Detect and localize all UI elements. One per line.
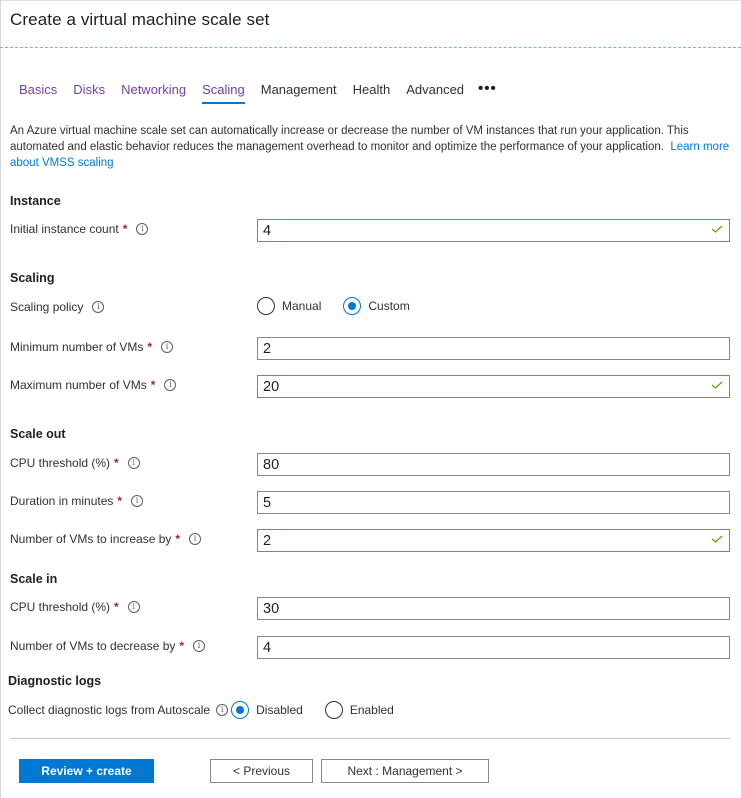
tab-disks[interactable]: Disks: [73, 82, 106, 97]
required-asterisk: *: [179, 639, 185, 653]
duration-minutes-label: [10, 494, 143, 508]
scaling-policy-radio-group: [257, 297, 432, 315]
scale-in-cpu-threshold-field[interactable]: [257, 597, 730, 620]
tab-bar: [19, 82, 497, 104]
tab-networking[interactable]: Networking: [121, 82, 187, 97]
maximum-vms-label: [10, 378, 176, 392]
initial-instance-count-label: [10, 222, 148, 236]
maximum-vms-input[interactable]: [258, 376, 729, 397]
increase-vms-field[interactable]: [257, 529, 730, 552]
decrease-vms-field[interactable]: [257, 636, 730, 659]
label-text: CPU threshold (%): [10, 456, 111, 470]
label-text: Number of VMs to increase by: [10, 532, 172, 546]
title-divider: [0, 47, 741, 48]
tab-advanced[interactable]: Advanced: [406, 82, 465, 97]
required-asterisk: *: [122, 222, 128, 236]
radio-custom[interactable]: [343, 297, 361, 315]
scale-in-cpu-threshold-input[interactable]: [258, 598, 729, 619]
collect-diagnostic-logs-label: Collect diagnostic logs from Autoscale: [8, 703, 211, 717]
checkmark-icon: [711, 225, 723, 233]
minimum-vms-label: [10, 340, 173, 354]
increase-vms-input[interactable]: [258, 530, 729, 551]
scaling-policy-label: [10, 300, 104, 314]
required-asterisk: *: [150, 378, 156, 392]
footer-divider: [10, 738, 730, 739]
radio-custom-label[interactable]: Custom: [368, 299, 410, 313]
tab-management[interactable]: Management: [260, 82, 337, 97]
info-icon[interactable]: i: [216, 704, 228, 716]
label-text: CPU threshold (%): [10, 600, 111, 614]
radio-disabled[interactable]: [231, 701, 249, 719]
section-instance: Instance: [10, 194, 61, 208]
required-asterisk: *: [147, 340, 153, 354]
initial-instance-count-input[interactable]: [258, 220, 729, 241]
info-icon[interactable]: i: [189, 533, 201, 545]
decrease-vms-input[interactable]: [258, 637, 729, 658]
learn-more-link[interactable]: Learn more about VMSS scaling: [10, 141, 730, 169]
info-icon[interactable]: i: [92, 301, 104, 313]
info-icon[interactable]: i: [128, 457, 140, 469]
minimum-vms-input[interactable]: [258, 338, 729, 359]
radio-enabled[interactable]: [325, 701, 343, 719]
radio-enabled-label[interactable]: Enabled: [349, 703, 394, 717]
page-title: Create a virtual machine scale set: [10, 10, 270, 29]
tab-health[interactable]: Health: [352, 82, 391, 97]
window-top-edge: [0, 0, 741, 1]
duration-minutes-field[interactable]: [257, 491, 730, 514]
increase-vms-label: [10, 532, 201, 546]
intro-text: An Azure virtual machine scale set can automatically increase or decrease the number of VM instances that run your application. This automated and elastic behavior reduces the management overhead to monitor and optimize the performance of your application.: [10, 125, 689, 153]
scale-out-cpu-threshold-field[interactable]: [257, 453, 730, 476]
scale-in-cpu-threshold-label: [10, 600, 140, 614]
section-scaling: Scaling: [10, 271, 55, 285]
initial-instance-count-field[interactable]: [257, 219, 730, 242]
scale-out-cpu-threshold-input[interactable]: [258, 454, 729, 475]
radio-manual[interactable]: [257, 297, 275, 315]
maximum-vms-field[interactable]: [257, 375, 730, 398]
required-asterisk: *: [117, 494, 123, 508]
label-text: Maximum number of VMs: [10, 378, 147, 392]
info-icon[interactable]: i: [131, 495, 143, 507]
decrease-vms-label: [10, 639, 205, 653]
section-scale-in: Scale in: [10, 572, 58, 586]
info-icon[interactable]: i: [128, 601, 140, 613]
radio-manual-label[interactable]: Manual: [282, 299, 322, 313]
more-ellipsis-icon[interactable]: •••: [478, 80, 497, 97]
section-diagnostic-logs: Diagnostic logs: [8, 674, 102, 688]
diagnostic-logs-row: [8, 701, 416, 719]
info-icon[interactable]: i: [193, 640, 205, 652]
info-icon[interactable]: i: [136, 223, 148, 235]
required-asterisk: *: [175, 532, 181, 546]
info-icon[interactable]: i: [164, 379, 176, 391]
previous-button[interactable]: < Previous: [210, 759, 313, 783]
radio-disabled-label[interactable]: Disabled: [256, 703, 303, 717]
tab-scaling[interactable]: Scaling: [202, 82, 245, 104]
label-text: Number of VMs to decrease by: [10, 639, 176, 653]
required-asterisk: *: [114, 600, 119, 614]
label-text: Minimum number of VMs: [10, 340, 144, 354]
intro-description: [10, 123, 730, 171]
label-text: Initial instance count: [10, 222, 119, 236]
window-left-edge: [0, 0, 1, 798]
required-asterisk: *: [114, 456, 119, 470]
scale-out-cpu-threshold-label: [10, 456, 140, 470]
section-scale-out: Scale out: [10, 427, 66, 441]
checkmark-icon: [711, 381, 723, 389]
label-text: Duration in minutes: [10, 494, 114, 508]
checkmark-icon: [711, 535, 723, 543]
tab-basics[interactable]: Basics: [19, 82, 58, 97]
label-text: Scaling policy: [10, 300, 84, 314]
info-icon[interactable]: i: [161, 341, 173, 353]
review-create-button[interactable]: Review + create: [19, 759, 154, 783]
next-management-button[interactable]: Next : Management >: [321, 759, 489, 783]
duration-minutes-input[interactable]: [258, 492, 729, 513]
minimum-vms-field[interactable]: [257, 337, 730, 360]
